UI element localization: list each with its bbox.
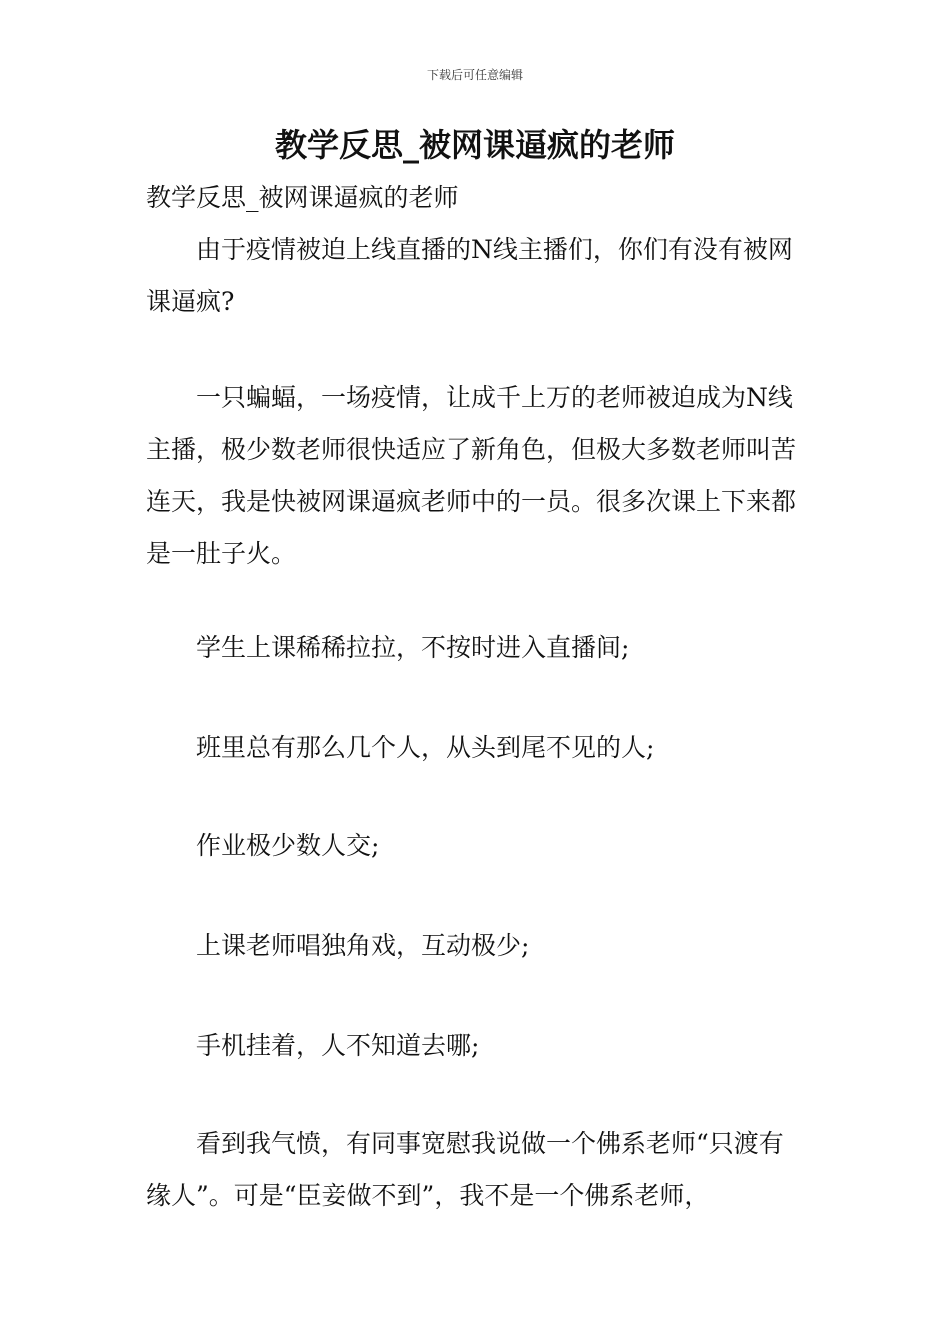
document-title: 教学反思_被网课逼疯的老师 (274, 126, 675, 164)
paragraph-homework: 作业极少数人交; (196, 831, 380, 860)
header-note: 下载后可任意编辑 (426, 68, 523, 82)
paragraph-intro: 由于疫情被迫上线直播的N线主播们，你们有没有被网课逼疯? (146, 235, 793, 316)
paragraph-colleague: 看到我气愤，有同事宽慰我说做一个佛系老师“只渡有缘人”。可是“臣妾做不到”，我不是一个佛系老师， (146, 1129, 784, 1210)
document-subtitle: 教学反思_被网课逼疯的老师 (146, 183, 459, 212)
paragraph-interaction: 上课老师唱独角戏，互动极少; (196, 931, 530, 960)
paragraph-phones: 手机挂着，人不知道去哪; (196, 1031, 480, 1060)
paragraph-story: 一只蝙蝠，一场疫情，让成千上万的老师被迫成为N线主播，极少数老师很快适应了新角色，但极大多数老师叫苦连天，我是快被网课逼疯老师中的一员。很多次课上下来都是一肚子火。 (146, 383, 797, 568)
paragraph-absent-students: 班里总有那么几个人，从头到尾不见的人; (196, 733, 655, 762)
paragraph-late-students: 学生上课稀稀拉拉，不按时进入直播间; (196, 633, 630, 662)
